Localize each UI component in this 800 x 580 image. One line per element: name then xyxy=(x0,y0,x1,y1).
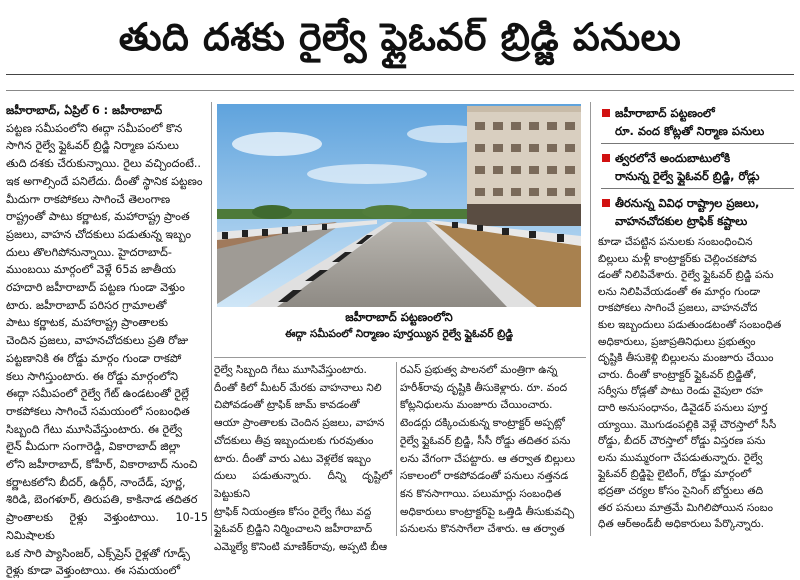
text-line: టెండర్లు దక్కించుకున్న కాంట్రాక్టర్ అప్పట్లో xyxy=(400,417,565,430)
text-line: దులు తొలగిపోనున్నాయి. హైదరాబాద్- xyxy=(6,245,172,259)
column-divider xyxy=(211,102,212,536)
text-line: సకాలంలో రాకపోవడంతో పనులు నత్తనడ xyxy=(400,470,569,483)
text-line: ముంబయి మార్గంలో వెళ్లే 65వ జాతీయ xyxy=(6,263,176,277)
text-line: సిబ్బంది గేటు మూసివేస్తుంటారు. ఈ రైల్వే xyxy=(6,422,183,436)
text-line: ప్రాంతాలకు రైళ్లు వెళ్తుంటాయి. 10-15 నిమిషాలకు xyxy=(6,511,208,542)
text-line: ఇక అగాల్సిందే పనిలేదు. దీంతో స్థానిక పట్టణం xyxy=(6,174,203,188)
text-line: మీదుగా రాకపోకలు సాగించే తెలంగాణ xyxy=(6,192,171,206)
text-line: కుల ఇబ్బందులు పడుతుండటంతో సంబంధిత xyxy=(598,318,782,331)
right-column xyxy=(598,234,794,538)
divider xyxy=(601,143,794,144)
text-line: ఆయా ప్రాంతాలకు చెందిన ప్రజలు, వాహన xyxy=(214,417,385,430)
text-line: య్యాయి. మొగుడంపల్లికి వెళ్లే చౌరస్తాలో సీసీ xyxy=(598,418,777,431)
text-line: పట్టణ సమీపంలోని ఈద్గా సమీపంలో కొన xyxy=(6,121,183,135)
highlights-box xyxy=(601,104,794,233)
text-line: భద్రతా చర్యల కోసం సైనింగ్ బోర్డులు తది xyxy=(598,484,764,497)
red-square-bullet-icon xyxy=(602,199,610,207)
text-line: డంతో నిలిపివేశారు. రైల్వే ఫ్లైఓవర్ బ్రిడ్జి పను xyxy=(598,269,774,282)
highlight-line: రానున్న రైల్వే ఫ్లైఓవర్ బ్రిడ్జి, రోడ్లు xyxy=(615,169,760,183)
text-line: రహదారి జహీరాబాద్ పట్టణ గుండా వెళ్తుం xyxy=(6,281,185,295)
text-line: కోట్లనిధులను మంజూరు చేయించారు. xyxy=(400,399,553,412)
text-line: చోదకులు తీవ్ర ఇబ్బందులకు గురవుతుం xyxy=(214,434,374,447)
red-square-bullet-icon xyxy=(602,109,610,117)
text-line: కన కొనసాగాయి. పలుమార్లు సంబంధిత xyxy=(400,487,562,500)
text-line: దీంతో కిలో మీటర్ మేరకు వాహనాలు నిలి xyxy=(214,381,382,394)
text-line: పట్టణానికి ఈ రోడ్డు మార్గం గుండా రాకపో xyxy=(6,351,182,365)
left-column xyxy=(6,102,208,578)
text-line: బిల్లులు మళ్లీ కాంట్రాక్టర్‌కు చెల్లించకపోవ xyxy=(598,252,757,265)
text-line: లను వేగంగా చేపట్టారు. ఆ తర్వాత బిల్లులు xyxy=(400,452,575,465)
text-line: తుది దశకు చేరుకున్నాయి. రైలు వచ్చిందంటే.. xyxy=(6,157,201,171)
highlight-line: త్వరలోనే అందుబాటులోకి xyxy=(615,151,731,165)
divider xyxy=(601,188,794,189)
text-line: పనులను కొనసాగేలా చేశారు. ఆ తర్వాత xyxy=(400,523,565,536)
text-line: రోడ్డు, బీదర్ చౌరస్తాలో రోడ్డు విస్తరణ పను xyxy=(598,435,766,448)
text-line: రైళ్లు కూడా వెళ్తుంటాయి. ఈ సమయంలో xyxy=(6,564,181,578)
text-line: చెందిన ప్రజలు, వాహనచోదకులు ప్రతి రోజు xyxy=(6,334,189,348)
text-line: ఫ్లైఓవర్ బ్రిడ్జిపై లైటింగ్, రోడ్డు మార్గంలో xyxy=(598,468,752,481)
highlight-line: రూ. వంద కోట్లతో నిర్మాణ పనులు xyxy=(615,124,765,138)
text-line: టారు. దీంతో వారు ఎటు వెళ్లలేక ఇబ్బం xyxy=(214,452,371,465)
highlight-line: జహీరాబాద్ పట్టణంలో xyxy=(615,106,715,120)
column-divider xyxy=(396,362,397,536)
text-line: రైల్వే సిబ్బంది గేటు మూసివేస్తుంటారు. xyxy=(214,364,367,376)
highlight-item xyxy=(601,194,794,230)
caption-line-1: జహీరాబాద్ పట్టణంలోని xyxy=(345,310,453,324)
highlight-item xyxy=(601,149,794,185)
text-line: రైల్వే ఫ్లైఓవర్ బ్రిడ్జి, సీసీ రోడ్డు తదితర పను xyxy=(400,434,571,447)
text-line: హరీశ్‌రావు దృష్టికి తీసుకెళ్లారు. రూ. వంద xyxy=(400,381,568,394)
text-line: పాటు కర్ణాటక, మహారాష్ట్ర ప్రాంతాలకు xyxy=(6,316,169,330)
text-line: అధికారులు కాంట్రాక్టర్‌పై ఒత్తిడి తీసుకువచ్చి xyxy=(400,505,575,518)
text-line: దులు పడుతున్నారు. దీన్ని దృష్టిలో పెట్టుకుని xyxy=(214,470,392,500)
text-line: కలు సాగిస్తుంటారు. ఈ రోడ్డు మార్గంలోని xyxy=(6,369,178,383)
text-line: కూడా చేపట్టిన పనులకు సంబంధించిన xyxy=(598,236,753,248)
text-line: రాకపోకలు సాగించే సమయంలో సంబంధిత xyxy=(6,404,190,418)
text-line: శిరిడి, బెంగళూర్, తిరుపతి, కాకినాడ తదితర xyxy=(6,493,198,507)
text-line: దృష్టికి తీసుకెళ్లి బిల్లులను మంజూరు చేయిం xyxy=(598,352,774,365)
text-line: ప్రజలు, వాహన చోదకులు పడుతున్న ఇబ్బం xyxy=(6,227,192,241)
text-line: తర పనులు మాత్రమే మిగిలిపోయిన సంబం xyxy=(598,501,773,514)
text-line: ఒక సారి ప్యాసింజర్, ఎక్స్‌ప్రెస్ రైళ్లతో గూడ్స్ xyxy=(6,546,190,560)
text-line: లైన్ మీదుగా సంగారెడ్డి, వికారాబాద్ జిల్లా xyxy=(6,440,181,454)
text-line: చిపోవడంతో ట్రాఫిక్ జామ్ కావడంతో xyxy=(214,399,360,412)
text-line: లోని జహీరాబాద్, కోహీర్, వికారాబాద్ నుంచి xyxy=(6,458,198,472)
divider xyxy=(214,357,586,358)
headline-rule-bottom xyxy=(6,90,794,91)
middle-column-a xyxy=(214,362,392,554)
text-line: లను ముమ్మరంగా చేపడుతున్నారు. రైల్వే xyxy=(598,451,763,464)
text-line: రఎస్ ప్రభుత్వ పాలనలో మంత్రిగా ఉన్న xyxy=(400,364,558,376)
red-square-bullet-icon xyxy=(602,154,610,162)
text-line: చారు. దీంతో కాంట్రాక్టర్ ఫ్లైఓవర్ బ్రిడ్జితో, xyxy=(598,368,757,381)
flyover-bridge-photo xyxy=(217,104,581,307)
text-line: రాకపోకలు సాగించే ప్రజలు, వాహనచోద xyxy=(598,302,758,315)
text-line: సర్వీసు రోడ్లతో పాటు రెండు వైపులా రహ xyxy=(598,385,763,398)
text-line: కర్ణాటకలోని బీదర్, ఉద్గీర్, నాందేడ్, పూర్ణ, xyxy=(6,475,186,489)
caption-line-2: ఈద్గా సమీపంలో నిర్మాణం పూర్తయ్యిన రైల్వే ఫ్లైఓవర్ బ్రిడ్జి xyxy=(285,328,513,340)
photo-caption xyxy=(217,309,581,343)
middle-column-b xyxy=(400,362,584,538)
highlight-line: తీరనున్న వివిధ రాష్ట్రాల ప్రజలు, xyxy=(615,196,760,210)
text-line: సాగిన రైల్వే ఫ్లైఓవర్ బ్రిడ్జి నిర్మాణ పనులు xyxy=(6,139,179,153)
text-line: ధిత ఆర్‌అండ్‌బీ అధికారులు పేర్కొన్నారు. xyxy=(598,518,765,531)
text-line: ఎమ్మెల్యే కొనింటి మాణిక్‌రావు, అప్పటి బీఆ xyxy=(214,541,388,554)
text-line: జహీరాబాద్, ఏప్రిల్ 6 : జహీరాబాద్ xyxy=(6,104,163,117)
text-line: టారు. జహీరాబాద్ పరిసర గ్రామాలతో xyxy=(6,298,167,312)
text-line: దారి అనుసంధానం, డివైడర్ పనులు పూర్త xyxy=(598,401,768,414)
text-line: ట్రాఫిక్ నియంత్రణ కోసం రైల్వే గేటు వద్ద xyxy=(214,505,372,518)
text-line: లను నిలిపివేయడంతో ఈ మార్గం గుండా xyxy=(598,285,761,298)
column-divider xyxy=(590,102,591,536)
text-line: రాష్ట్రంతో పాటు కర్ణాటక, మహారాష్ట్ర ప్రాంత xyxy=(6,210,190,224)
text-line: ఈద్గా సమీపంలో రైల్వే గేట్ ఉండటంతో రైల్లే xyxy=(6,387,189,401)
text-line: అధికారులు, ప్రజాప్రతినిధులు ప్రభుత్వం xyxy=(598,335,756,348)
highlight-line: వాహనచోదకుల ట్రాఫిక్ కష్టాలు xyxy=(615,214,748,228)
highlight-item xyxy=(601,104,794,140)
text-line: ఫ్లైఓవర్ బ్రిడ్జిని నిర్మించాలని జహీరాబాద్ xyxy=(214,523,373,536)
headline: తుది దశకు రైల్వే ఫ్లైఓవర్ బ్రిడ్జి పనులు xyxy=(118,15,682,59)
headline-rule-top xyxy=(6,74,794,75)
